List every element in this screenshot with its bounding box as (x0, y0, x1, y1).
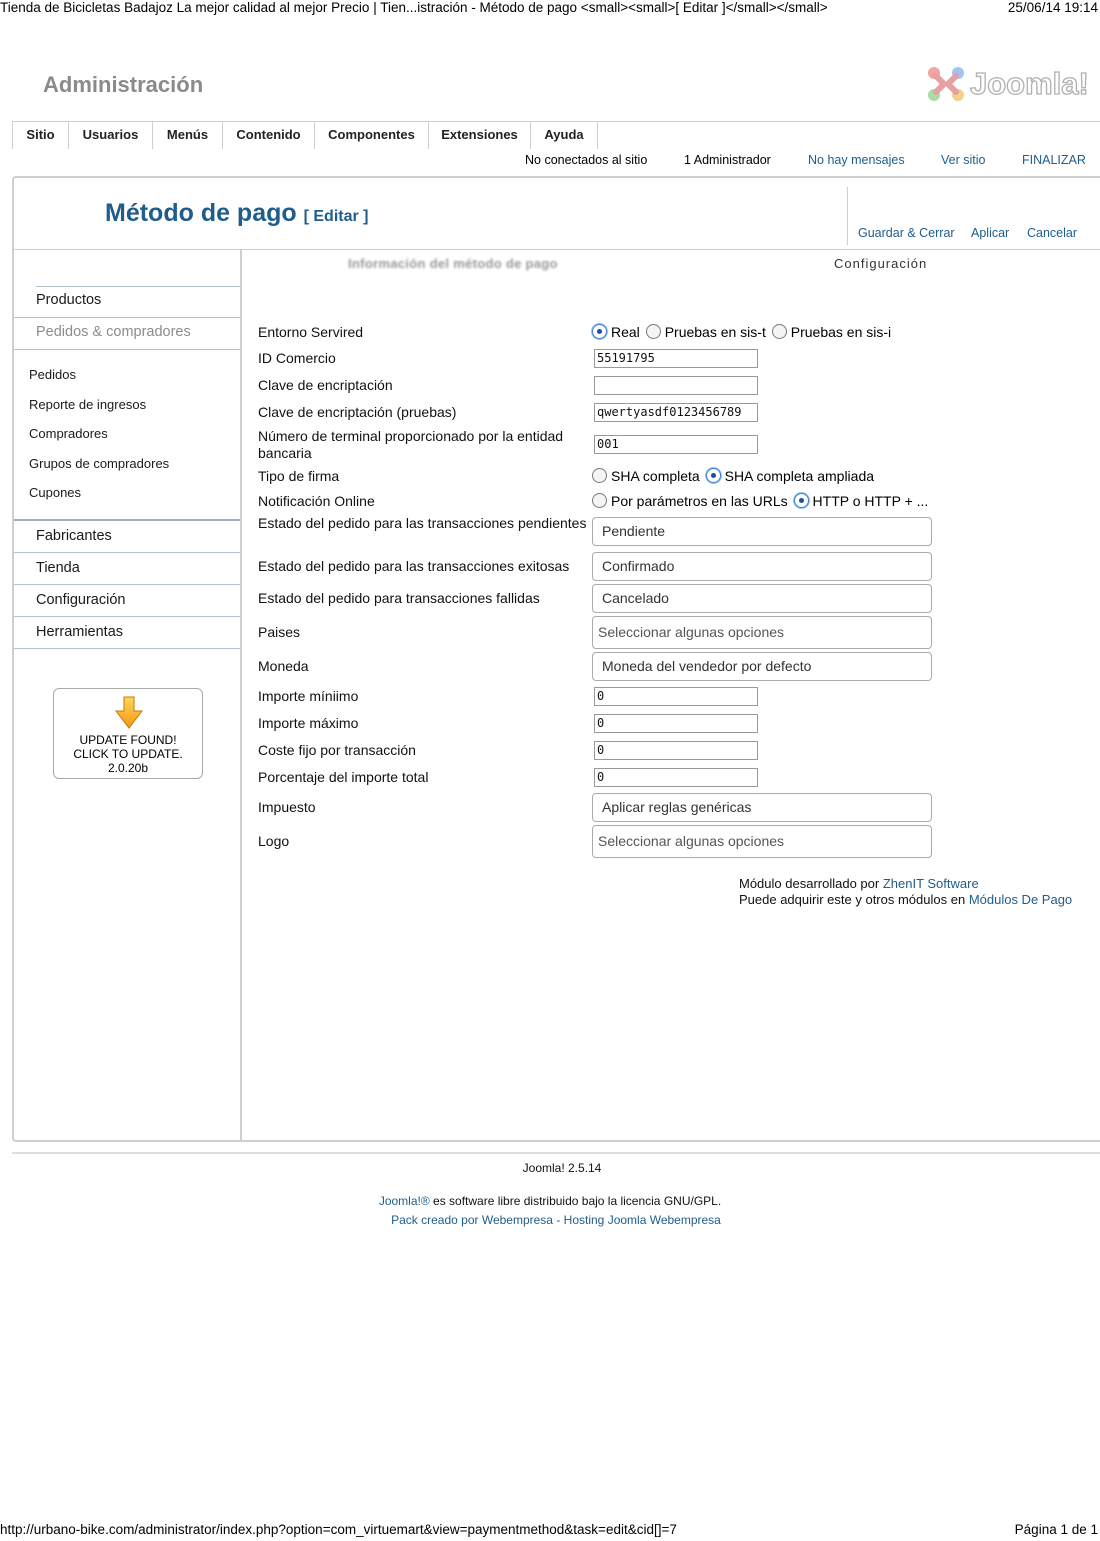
footer-version: Joomla! 2.5.14 (522, 1161, 602, 1175)
estado-fallidas-select[interactable]: Cancelado (592, 584, 932, 613)
tab-informacion[interactable]: Información del método de pago (348, 256, 558, 271)
sidebar-pedidos-compradores[interactable]: Pedidos & compradores (36, 324, 191, 340)
notificacion-radio-group (592, 493, 930, 511)
radio-label: Por parámetros en las URLs (611, 493, 788, 509)
sidebar-item-grupos-compradores[interactable]: Grupos de compradores (29, 456, 170, 471)
sidebar-item-reporte-ingresos[interactable]: Reporte de ingresos (29, 397, 147, 412)
module-note-prefix: Módulo desarrollado por (739, 876, 880, 891)
credits-separator: - (556, 1213, 561, 1227)
radio-parametros-urls[interactable] (592, 493, 607, 508)
label-logo: Logo (258, 833, 290, 849)
importe-minimo-input[interactable]: 0 (594, 687, 758, 706)
radio-entorno-real[interactable] (592, 324, 607, 339)
label-id-comercio: ID Comercio (258, 350, 336, 366)
main-menu (12, 121, 1100, 148)
module-note-line2 (739, 892, 1072, 908)
apply-button[interactable]: Aplicar (971, 226, 1010, 240)
label-porcentaje: Porcentaje del importe total (258, 769, 429, 785)
radio-label: SHA completa ampliada (724, 468, 875, 484)
divider (14, 616, 240, 617)
menu-contenido[interactable]: Contenido (222, 122, 314, 149)
label-moneda: Moneda (258, 658, 309, 674)
print-header (0, 0, 1100, 18)
radio-entorno-sis-i[interactable] (772, 324, 787, 339)
label-notificacion: Notificación Online (258, 493, 375, 509)
sidebar-item-cupones[interactable]: Cupones (29, 485, 82, 500)
label-estado-fallidas: Estado del pedido para transacciones fallidas (258, 590, 540, 606)
print-header-date: 25/06/14 19:14 (1007, 0, 1098, 15)
sidebar-herramientas[interactable]: Herramientas (36, 624, 124, 640)
module-note (739, 876, 1072, 908)
label-estado-pendientes: Estado del pedido para las transacciones pendientes (258, 515, 587, 531)
toolbar-divider (847, 187, 848, 245)
view-site-link[interactable]: Ver sitio (941, 153, 986, 167)
messages-link[interactable]: No hay mensajes (808, 153, 905, 167)
radio-label: Pruebas en sis-t (664, 324, 766, 340)
content-frame (12, 176, 1100, 1142)
radio-label: HTTP o HTTP + ... (812, 493, 929, 509)
print-footer-url: http://urbano-bike.com/administrator/index.php?option=com_virtuemart&view=paymentmethod&task=edit&cid[]=7 (0, 1522, 677, 1537)
sidebar-divider (240, 250, 242, 1140)
impuesto-select[interactable]: Aplicar reglas genéricas (592, 793, 932, 822)
clave-pruebas-input[interactable]: qwertyasdf0123456789 (594, 403, 758, 422)
label-tipo-firma: Tipo de firma (258, 468, 340, 484)
sidebar-productos[interactable]: Productos (36, 292, 102, 308)
update-version: 2.0.20b (107, 761, 149, 775)
importe-maximo-input[interactable]: 0 (594, 714, 758, 733)
tab-configuracion[interactable]: Configuración (834, 256, 928, 271)
divider (14, 349, 240, 350)
paises-multiselect[interactable]: Seleccionar algunas opciones (592, 616, 932, 649)
zhenit-link[interactable]: ZhenIT Software (882, 876, 979, 891)
update-notice[interactable] (53, 688, 203, 779)
sidebar-configuracion[interactable]: Configuración (36, 592, 126, 608)
joomla-logo-icon (924, 64, 968, 104)
menu-usuarios[interactable]: Usuarios (68, 122, 152, 149)
webempresa-pack-link[interactable]: Pack creado por Webempresa (391, 1213, 553, 1227)
label-clave: Clave de encriptación (258, 377, 393, 393)
update-line1: UPDATE FOUND! (79, 733, 177, 747)
divider (14, 584, 240, 585)
webempresa-hosting-link[interactable]: Hosting Joomla Webempresa (563, 1213, 721, 1227)
divider (14, 317, 240, 318)
label-entorno: Entorno Servired (258, 324, 364, 340)
radio-label: Real (611, 324, 640, 340)
module-note-line1 (739, 876, 1072, 892)
divider (14, 552, 240, 553)
radio-label: SHA completa (611, 468, 700, 484)
joomla-logo[interactable] (924, 64, 1089, 104)
logout-link[interactable]: FINALIZAR (1022, 153, 1086, 167)
admin-title: Administración (43, 72, 204, 97)
page-title (105, 199, 369, 228)
label-estado-exitosas: Estado del pedido para las transacciones exitosas (258, 558, 570, 574)
cancel-button[interactable]: Cancelar (1027, 226, 1078, 240)
label-importe-maximo: Importe máximo (258, 715, 359, 731)
save-close-button[interactable]: Guardar & Cerrar (858, 226, 955, 240)
toolbar-bottom-divider (12, 249, 1100, 250)
footer-divider (12, 1152, 1100, 1154)
radio-sha-ampliada[interactable] (706, 468, 721, 483)
status-visitors: No conectados al sitio (525, 153, 648, 167)
moneda-select[interactable]: Moneda del vendedor por defecto (592, 652, 932, 681)
label-paises: Paises (258, 624, 301, 640)
radio-entorno-sis-t[interactable] (646, 324, 661, 339)
radio-http[interactable] (794, 493, 809, 508)
page-title-text: Método de pago (105, 199, 297, 227)
radio-sha-completa[interactable] (592, 468, 607, 483)
terminal-input[interactable]: 001 (594, 435, 758, 454)
menu-ayuda[interactable]: Ayuda (530, 122, 598, 149)
divider (36, 286, 240, 287)
sidebar-tienda[interactable]: Tienda (36, 560, 80, 576)
divider (14, 648, 240, 649)
divider (14, 519, 240, 521)
porcentaje-input[interactable]: 0 (594, 768, 758, 787)
download-arrow-icon (114, 696, 144, 730)
coste-fijo-input[interactable]: 0 (594, 741, 758, 760)
print-footer (0, 1522, 1100, 1540)
id-comercio-input[interactable]: 55191795 (594, 349, 758, 368)
firma-radio-group (592, 468, 876, 486)
label-terminal: Número de terminal proporcionado por la entidad bancaria (258, 428, 564, 461)
menu-menus[interactable]: Menús (152, 122, 222, 149)
label-importe-minimo: Importe míniimo (258, 688, 359, 704)
print-footer-page: Página 1 de 1 (1014, 1522, 1098, 1537)
entorno-radio-group (592, 324, 893, 342)
logo-multiselect[interactable]: Seleccionar algunas opciones (592, 825, 932, 858)
estado-pendientes-select[interactable]: Pendiente (592, 517, 932, 546)
status-admins: 1 Administrador (684, 153, 771, 167)
joomla-wordmark: Joomla! (970, 66, 1089, 101)
module-note-prefix: Puede adquirir este y otros módulos en (739, 892, 966, 907)
modulos-pago-link[interactable]: Módulos De Pago (968, 892, 1073, 907)
print-header-title: Tienda de Bicicletas Badajoz La mejor calidad al mejor Precio | Tien...istración - Método de pago <small><small>[ Editar ]</small></small> (0, 0, 828, 15)
estado-exitosas-select[interactable]: Confirmado (592, 552, 932, 581)
label-coste-fijo: Coste fijo por transacción (258, 742, 416, 758)
footer-license (0, 1194, 1100, 1208)
sidebar-item-pedidos[interactable]: Pedidos (29, 367, 76, 382)
radio-label: Pruebas en sis-i (790, 324, 892, 340)
menu-extensiones[interactable]: Extensiones (428, 122, 530, 149)
joomla-license-link[interactable]: Joomla!® (378, 1194, 430, 1208)
footer-credits (6, 1213, 1100, 1227)
menu-componentes[interactable]: Componentes (314, 122, 428, 149)
sidebar-fabricantes[interactable]: Fabricantes (36, 528, 112, 544)
license-text: es software libre distribuido bajo la licencia GNU/GPL. (433, 1194, 722, 1208)
label-clave-pruebas: Clave de encriptación (pruebas) (258, 404, 457, 420)
sidebar-item-compradores[interactable]: Compradores (29, 426, 108, 441)
update-line2: CLICK TO UPDATE. (73, 747, 183, 761)
menu-sitio[interactable]: Sitio (12, 122, 68, 149)
label-impuesto: Impuesto (258, 799, 316, 815)
clave-input[interactable] (594, 376, 758, 395)
page-subtitle: [ Editar ] (303, 208, 369, 225)
